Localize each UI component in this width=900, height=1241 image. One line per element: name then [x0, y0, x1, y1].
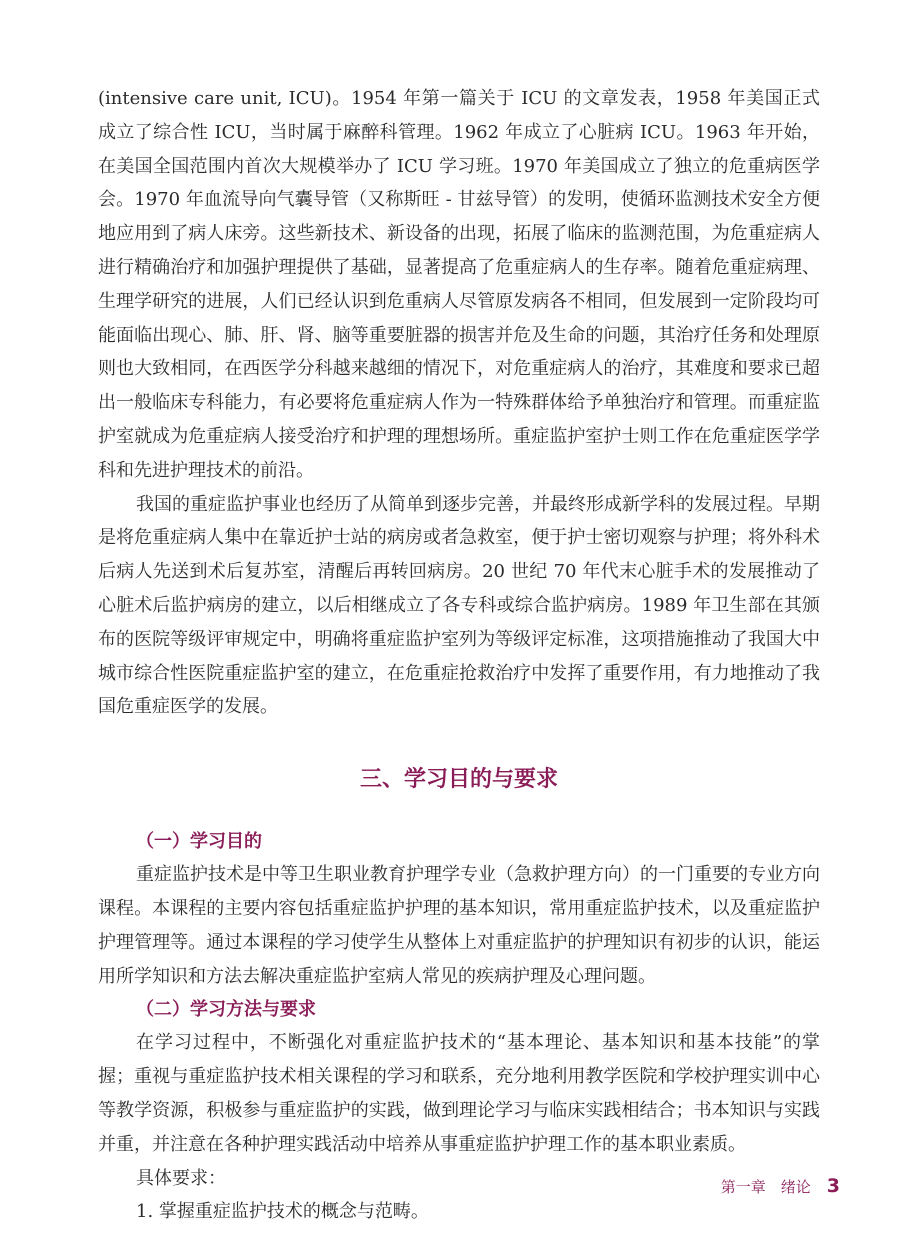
paragraph-purpose: 重症监护技术是中等卫生职业教育护理学专业（急救护理方向）的一门重要的专业方向课程。本课程的主要内容包括重症监护护理的基本知识，常用重症监护技术，以及重症监护护理管理等。通过本课程的学习使学生从整体上对重症监护的护理知识有初步的认识，能运用所学知识和方法去解决重症监护室病人常见的疾病护理及心理问题。 — [98, 864, 820, 987]
page-content — [98, 82, 820, 1229]
subsection-heading-purpose: （一）学习目的 — [136, 831, 262, 853]
section-title: 三、学习目的与要求 — [359, 767, 558, 793]
subsection-heading-methods: （二）学习方法与要求 — [136, 999, 316, 1021]
requirement-item-1: 1. 掌握重症监护技术的概念与范畴。 — [136, 1201, 429, 1223]
page-number: 3 — [826, 1175, 840, 1197]
page-footer — [721, 1175, 840, 1197]
paragraph-china-icu-development: 我国的重症监护事业也经历了从简单到逐步完善，并最终形成新学科的发展过程。早期是将危重症病人集中在靠近护士站的病房或者急救室，便于护士密切观察与护理；将外科术后病人先送到术后复苏室，清醒后再转回病房。20 世纪 70 年代末心脏手术的发展推动了心脏术后监护病房的建立，以后相继成立了各专科或综合监护病房。1989 年卫生部在其颁布的医院等级评审规定中，明确将重症监护室列为等级评定标准，这项措施推动了我国大中城市综合性医院重症监护室的建立，在危重症抢救治疗中发挥了重要作用，有力地推动了我国危重症医学的发展。 — [98, 493, 820, 718]
chapter-label: 第一章 绪论 — [720, 1178, 811, 1196]
paragraph-icu-history: (intensive care unit, ICU)。1954 年第一篇关于 ICU 的文章发表，1958 年美国正式成立了综合性 ICU，当时属于麻醉科管理。1962 年成立了心脏病 ICU。1963 年开始，在美国全国范围内首次大规模举办了 ICU 学习班。1970 年美国成立了独立的危重病医学会。1970 年血流导向气囊导管（又称斯旺 - 甘兹导管）的发明，使循环监测技术安全方便地应用到了病人床旁。这些新技术、新设备的出现，拓展了临床的监测范围，为危重症病人进行精确治疗和加强护理提供了基础，显著提高了危重症病人的生存率。随着危重症病理、生理学研究的进展，人们已经认识到危重病人尽管原发病各不相同，但发展到一定阶段均可能面临出现心、肺、肝、肾、脑等重要脏器的损害并危及生命的问题，其治疗任务和处理原则也大致相同，在西医学分科越来越细的情况下，对危重症病人的治疗，其难度和要求已超出一般临床专科能力，有必要将危重症病人作为一特殊群体给予单独治疗和管理。而重症监护室就成为危重症病人接受治疗和护理的理想场所。重症监护室护士则工作在危重症医学学科和先进护理技术的前沿。 — [98, 88, 820, 481]
requirements-label: 具体要求： — [136, 1167, 226, 1189]
paragraph-methods: 在学习过程中，不断强化对重症监护技术的“基本理论、基本知识和基本技能”的掌握；重视与重症监护技术相关课程的学习和联系，充分地利用教学医院和学校护理实训中心等教学资源，积极参与重症监护的实践，做到理论学习与临床实践相结合；书本知识与实践并重，并注意在各种护理实践活动中培养从事重症监护护理工作的基本职业素质。 — [98, 1032, 820, 1155]
